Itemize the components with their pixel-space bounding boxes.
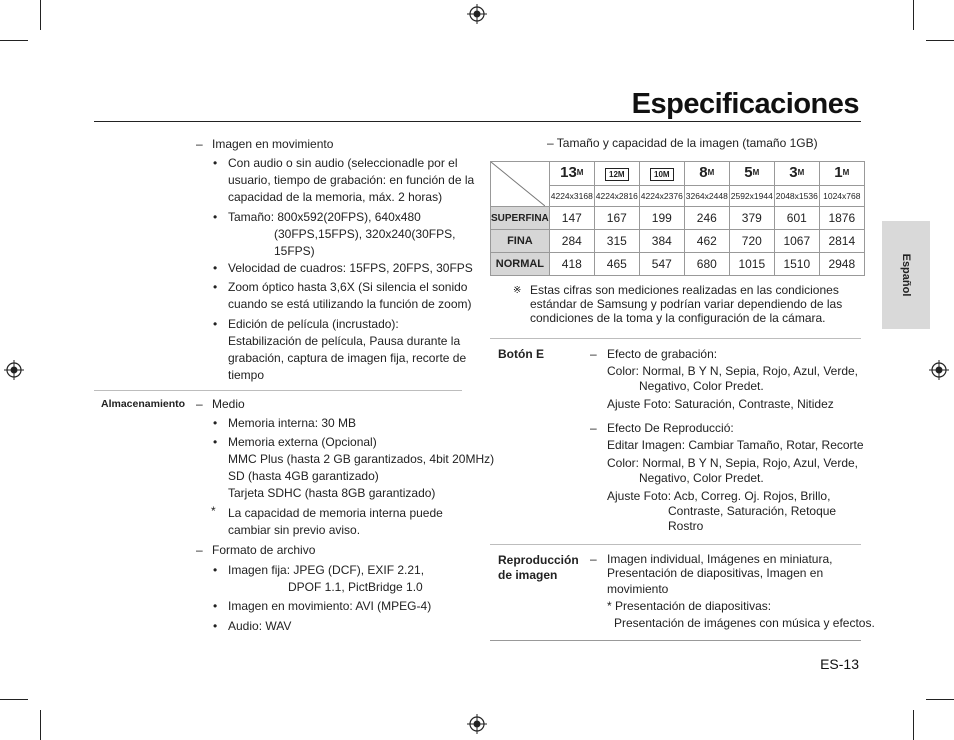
language-tab	[882, 221, 930, 329]
crop-mark	[926, 40, 954, 41]
media-item-text: Memoria interna: 30 MB	[228, 416, 357, 430]
slideshow-text: Presentación de imágenes con música y efectos.	[614, 616, 875, 630]
bullet: •	[213, 156, 218, 170]
table-corner-cell	[491, 162, 550, 207]
media-note-mark: *	[211, 504, 216, 518]
table-cell: 720	[729, 230, 774, 253]
table-cell: 2948	[819, 253, 864, 276]
section-divider	[490, 338, 861, 339]
video-item-text: capacidad de la memoria, máx. 2 horas)	[228, 190, 443, 204]
video-item-text: grabación, captura de imagen fija, recorte de	[228, 351, 467, 365]
resolution-cell: 4224x2376	[639, 185, 684, 206]
storage-label: Almacenamiento	[101, 398, 186, 410]
playback-label: de imagen	[498, 568, 558, 582]
note-mark: ※	[513, 285, 522, 296]
registration-mark-icon	[467, 714, 487, 734]
note-text: estándar de Samsung y podrían variar dependiendo de las	[530, 297, 843, 311]
table-cell: 1510	[774, 253, 819, 276]
bullet: •	[213, 317, 218, 331]
format-item-text: Audio: WAV	[228, 619, 292, 633]
video-item-text: cuando se está utilizando la función de zoom)	[228, 297, 472, 311]
size-icon-8m	[684, 162, 729, 186]
media-note-text: La capacidad de memoria interna puede	[228, 506, 443, 520]
size-icon: 10M	[650, 168, 674, 181]
play-adjust-text: Rostro	[668, 519, 704, 533]
video-item-text: Zoom óptico hasta 3,6X (Si silencia el sonido	[228, 280, 468, 294]
playback-text: Imagen individual, Imágenes en miniatura,	[607, 552, 833, 566]
quality-label: FINA	[491, 230, 550, 253]
size-icon-13m	[549, 162, 594, 186]
bullet: •	[213, 563, 218, 577]
table-cell: 379	[729, 207, 774, 230]
format-item-text: DPOF 1.1, PictBridge 1.0	[288, 580, 423, 594]
dash-marker: –	[590, 552, 597, 566]
table-cell: 2814	[819, 230, 864, 253]
size-icon: $1^M$	[834, 164, 850, 182]
bullet: •	[213, 435, 218, 449]
bullet: •	[213, 261, 218, 275]
registration-mark-icon	[467, 4, 487, 24]
table-cell: 680	[684, 253, 729, 276]
table-cell: 199	[639, 207, 684, 230]
table-cell: 1067	[774, 230, 819, 253]
crop-mark	[0, 40, 28, 41]
table-cell: 147	[549, 207, 594, 230]
video-item-text: usuario, tiempo de grabación: en función de la	[228, 173, 475, 187]
slideshow-note: * Presentación de diapositivas:	[607, 599, 772, 613]
table-cell: 315	[594, 230, 639, 253]
size-icon-12m	[594, 162, 639, 186]
video-item-text: 15FPS)	[274, 244, 315, 258]
quality-label: SUPERFINA	[491, 207, 550, 230]
play-color-text: Color: Normal, B Y N, Sepia, Rojo, Azul, Verde,	[607, 456, 859, 470]
size-icon: $13^M$	[560, 164, 584, 182]
resolution-cell: 4224x3168	[549, 185, 594, 206]
crop-mark	[926, 699, 954, 700]
crop-mark	[40, 0, 41, 30]
playback-text: movimiento	[607, 582, 669, 596]
resolution-cell: 4224x2816	[594, 185, 639, 206]
resolution-cell: 3264x2448	[684, 185, 729, 206]
dash-marker: –	[196, 397, 203, 411]
play-edit-text: Editar Imagen: Cambiar Tamaño, Rotar, Recorte	[607, 438, 864, 452]
video-item-text: (30FPS,15FPS), 320x240(30FPS,	[274, 227, 456, 241]
dash-marker: –	[590, 347, 597, 361]
registration-mark-icon	[4, 360, 24, 380]
media-item-text: Memoria externa (Opcional)	[228, 435, 377, 449]
video-heading: Imagen en movimiento	[212, 137, 334, 151]
table-heading-text: Tamaño y capacidad de la imagen (tamaño 1GB)	[556, 136, 818, 150]
crop-mark	[913, 0, 914, 30]
diagonal-line	[491, 162, 545, 206]
play-color-text: Negativo, Color Predet.	[639, 471, 764, 485]
bullet: •	[213, 280, 218, 294]
rec-color-text: Negativo, Color Predet.	[639, 379, 764, 393]
table-cell: 384	[639, 230, 684, 253]
section-divider	[490, 544, 861, 545]
bullet: •	[213, 416, 218, 430]
media-item-text: SD (hasta 4GB garantizado)	[228, 469, 379, 483]
playback-label: Reproducción	[498, 553, 579, 567]
dash-marker: –	[196, 137, 203, 151]
table-cell: 418	[549, 253, 594, 276]
video-item-text: Velocidad de cuadros: 15FPS, 20FPS, 30FPS	[228, 261, 473, 275]
size-icon-1m	[819, 162, 864, 186]
table-cell: 1876	[819, 207, 864, 230]
media-item-text: Tarjeta SDHC (hasta 8GB garantizado)	[228, 486, 436, 500]
title-rule	[94, 121, 861, 122]
page-number: ES-13	[820, 656, 859, 672]
rec-adjust-text: Ajuste Foto: Saturación, Contraste, Nitidez	[607, 397, 834, 411]
crop-mark	[0, 699, 28, 700]
table-cell: 462	[684, 230, 729, 253]
play-adjust-text: Ajuste Foto: Acb, Correg. Oj. Rojos, Brillo,	[607, 489, 831, 503]
image-capacity-table	[490, 161, 865, 276]
play-adjust-text: Contraste, Saturación, Retoque	[668, 504, 837, 518]
video-item-text: Con audio o sin audio (seleccionadle por el	[228, 156, 458, 170]
size-icon-3m	[774, 162, 819, 186]
size-icon-10m	[639, 162, 684, 186]
size-icon: 12M	[605, 168, 629, 181]
video-item-text: tiempo	[228, 368, 265, 382]
size-icon-5m	[729, 162, 774, 186]
note-text: Estas cifras son mediciones realizadas en las condiciones	[530, 283, 839, 297]
table-cell: 601	[774, 207, 819, 230]
page-title: Especificaciones	[631, 88, 859, 120]
table-cell: 284	[549, 230, 594, 253]
size-icon: $3^M$	[789, 164, 805, 182]
table-cell: 167	[594, 207, 639, 230]
section-divider	[490, 640, 861, 641]
table-cell: 1015	[729, 253, 774, 276]
note-text: condiciones de la toma y la configuración de la cámara.	[530, 311, 826, 325]
crop-mark	[40, 710, 41, 740]
size-icon: $8^M$	[699, 164, 715, 182]
video-item-text: Tamaño: 800x592(20FPS), 640x480	[228, 210, 421, 224]
registration-mark-icon	[929, 360, 949, 380]
quality-label: NORMAL	[491, 253, 550, 276]
resolution-cell: 2048x1536	[774, 185, 819, 206]
playback-text: Presentación de diapositivas, Imagen en	[607, 566, 824, 580]
table-cell: 465	[594, 253, 639, 276]
table-row	[491, 207, 865, 230]
resolution-cell: 1024x768	[819, 185, 864, 206]
dash-marker: –	[590, 421, 597, 435]
video-item-text: Estabilización de película, Pausa durante la	[228, 334, 461, 348]
rec-color-text: Color: Normal, B Y N, Sepia, Rojo, Azul, Verde,	[607, 364, 859, 378]
play-effect-heading: Efecto De Reproducció:	[607, 421, 734, 435]
table-cell: 246	[684, 207, 729, 230]
table-row	[491, 253, 865, 276]
media-note-text: cambiar sin previo aviso.	[228, 523, 361, 537]
video-item-text: Edición de película (incrustado):	[228, 317, 399, 331]
table-cell: 547	[639, 253, 684, 276]
bullet: •	[213, 619, 218, 633]
media-heading: Medio	[212, 397, 245, 411]
table-heading: – Tamaño y capacidad de la imagen (tamaño 1GB)	[547, 136, 818, 150]
section-divider	[94, 390, 462, 391]
crop-mark	[913, 710, 914, 740]
format-heading: Formato de archivo	[212, 543, 316, 557]
bullet: •	[213, 599, 218, 613]
format-item-text: Imagen en movimiento: AVI (MPEG-4)	[228, 599, 432, 613]
dash-marker: –	[196, 543, 203, 557]
size-icon: $5^M$	[744, 164, 760, 182]
media-item-text: MMC Plus (hasta 2 GB garantizados, 4bit 20MHz)	[228, 452, 495, 466]
rec-effect-heading: Efecto de grabación:	[607, 347, 718, 361]
format-item-text: Imagen fija: JPEG (DCF), EXIF 2.21,	[228, 563, 425, 577]
language-tab-label: Español	[900, 253, 912, 297]
table-row	[491, 230, 865, 253]
resolution-cell: 2592x1944	[729, 185, 774, 206]
ebutton-label: Botón E	[498, 347, 544, 361]
bullet: •	[213, 210, 218, 224]
